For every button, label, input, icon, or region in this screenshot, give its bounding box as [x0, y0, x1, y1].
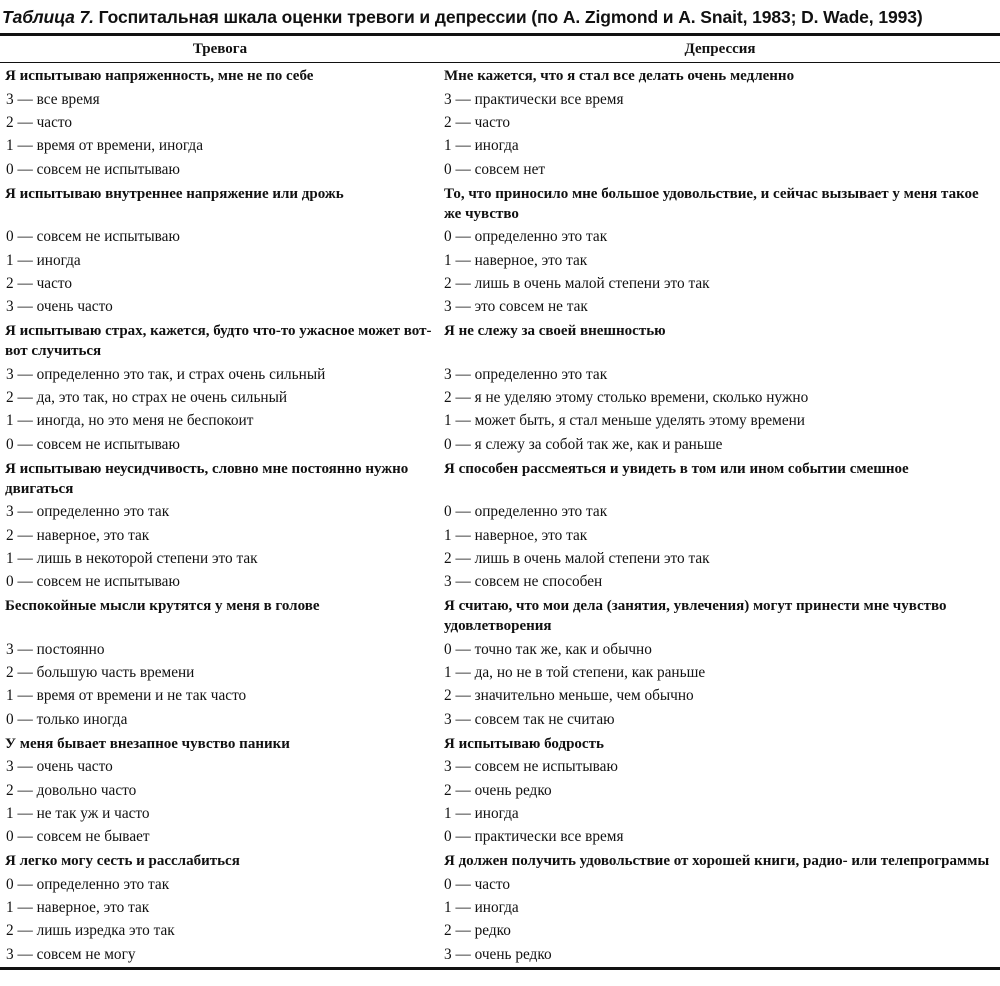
answer-row — [0, 524, 1000, 547]
anxiety-answer-option: 3 — все время — [6, 90, 100, 108]
depression-answer-option: 0 — практически все время — [444, 828, 624, 846]
answer-row — [0, 88, 1000, 111]
anxiety-answer-option: 0 — совсем не испытываю — [6, 573, 180, 591]
depression-answer-option: 2 — редко — [444, 922, 511, 940]
answer-row — [0, 249, 1000, 272]
column-header-anxiety: Тревога — [192, 41, 248, 57]
anxiety-answer-option: 1 — иногда — [6, 251, 81, 269]
answer-row — [0, 296, 1000, 319]
answer-row — [0, 756, 1000, 779]
answer-row — [0, 501, 1000, 524]
answer-row — [0, 920, 1000, 943]
depression-question: То, что приносило мне большое удовольствие, и сейчас вызывает у меня такое же чувство — [444, 185, 979, 222]
table-caption — [2, 4, 923, 30]
answer-row — [0, 272, 1000, 295]
depression-answer-option: 2 — значительно меньше, чем обычно — [444, 687, 694, 705]
question-row — [0, 457, 1000, 501]
depression-question: Я способен рассмеяться и увидеть в том или ином событии смешное — [444, 460, 909, 477]
depression-answer-option: 1 — иногда — [444, 137, 519, 155]
question-row — [0, 64, 1000, 88]
anxiety-answer-option: 1 — иногда, но это меня не беспокоит — [6, 412, 254, 430]
answer-row — [0, 363, 1000, 386]
anxiety-answer-option: 0 — совсем не бывает — [6, 828, 150, 846]
table-bottom-rule — [0, 967, 1000, 970]
answer-row — [0, 135, 1000, 158]
question-row — [0, 594, 1000, 638]
anxiety-question: Я испытываю страх, кажется, будто что-то ужасное может вот-вот случиться — [5, 323, 432, 359]
answer-row — [0, 638, 1000, 661]
table-body — [0, 64, 1000, 967]
depression-answer-option: 3 — совсем не испытываю — [444, 758, 618, 776]
anxiety-answer-option: 1 — время от времени и не так часто — [6, 687, 247, 705]
question-row — [0, 849, 1000, 873]
depression-question: Я считаю, что мои дела (занятия, увлечения) могут принести мне чувство удовлетворения — [444, 598, 947, 634]
anxiety-answer-option: 0 — совсем не испытываю — [6, 228, 180, 246]
answer-row — [0, 547, 1000, 570]
depression-answer-option: 2 — я не уделяю этому столько времени, сколько нужно — [444, 389, 809, 407]
anxiety-answer-option: 1 — лишь в некоторой степени это так — [6, 549, 258, 567]
depression-answer-option: 0 — я слежу за собой так же, как и раньше — [444, 435, 723, 453]
depression-question: Я испытываю бодрость — [444, 735, 604, 752]
anxiety-answer-option: 0 — совсем не испытываю — [6, 160, 180, 178]
depression-answer-option: 0 — совсем нет — [444, 160, 546, 178]
anxiety-answer-option: 0 — определенно это так — [6, 875, 170, 893]
answer-row — [0, 685, 1000, 708]
anxiety-answer-option: 2 — довольно часто — [6, 781, 137, 799]
anxiety-answer-option: 0 — только иногда — [6, 710, 128, 728]
anxiety-question: Беспокойные мысли крутятся у меня в голове — [5, 598, 320, 614]
anxiety-answer-option: 1 — наверное, это так — [6, 899, 150, 917]
depression-answer-option: 3 — совсем не способен — [444, 573, 603, 591]
table-caption-title: Госпитальная шкала оценки тревоги и депрессии (по A. Zigmond и A. Snait, 1983; D. Wade, 1993) — [93, 7, 923, 27]
depression-answer-option: 1 — иногда — [444, 899, 519, 917]
anxiety-answer-option: 0 — совсем не испытываю — [6, 435, 180, 453]
depression-question: Мне кажется, что я стал все делать очень медленно — [444, 68, 795, 84]
anxiety-question: Я испытываю напряженность, мне не по себе — [5, 68, 314, 84]
answer-row — [0, 779, 1000, 802]
answer-row — [0, 708, 1000, 731]
anxiety-answer-option: 3 — постоянно — [6, 640, 105, 658]
anxiety-question: Я легко могу сесть и расслабиться — [5, 853, 240, 869]
anxiety-answer-option: 1 — не так уж и часто — [6, 804, 150, 822]
answer-row — [0, 661, 1000, 684]
depression-answer-option: 3 — очень редко — [444, 945, 552, 963]
anxiety-question: Я испытываю внутреннее напряжение или дрожь — [5, 185, 344, 202]
depression-answer-option: 0 — определенно это так — [444, 228, 608, 246]
depression-answer-option: 2 — лишь в очень малой степени это так — [444, 549, 710, 567]
answer-row — [0, 158, 1000, 181]
depression-answer-option: 3 — совсем так не считаю — [444, 710, 615, 728]
answer-row — [0, 873, 1000, 896]
anxiety-answer-option: 2 — большую часть времени — [6, 664, 195, 682]
answer-row — [0, 571, 1000, 594]
anxiety-answer-option: 3 — очень часто — [6, 298, 113, 316]
answer-row — [0, 410, 1000, 433]
answer-row — [0, 802, 1000, 825]
anxiety-answer-option: 3 — очень часто — [6, 758, 113, 776]
depression-answer-option: 0 — определенно это так — [444, 503, 608, 521]
anxiety-question: У меня бывает внезапное чувство паники — [5, 735, 290, 752]
question-row — [0, 732, 1000, 756]
depression-answer-option: 0 — точно так же, как и обычно — [444, 640, 652, 658]
table-caption-label: Таблица 7. — [2, 7, 94, 27]
table-top-rule — [0, 33, 1000, 36]
anxiety-answer-option: 2 — часто — [6, 274, 72, 292]
depression-answer-option: 3 — это совсем не так — [444, 298, 588, 316]
anxiety-answer-option: 3 — совсем не могу — [6, 945, 136, 963]
depression-answer-option: 2 — лишь в очень малой степени это так — [444, 274, 710, 292]
answer-row — [0, 226, 1000, 249]
anxiety-question: Я испытываю неусидчивость, словно мне постоянно нужно двигаться — [5, 460, 409, 497]
question-row — [0, 319, 1000, 363]
column-header-depression: Депрессия — [684, 41, 756, 57]
question-row — [0, 182, 1000, 226]
table-header-rule — [0, 62, 1000, 63]
answer-row — [0, 896, 1000, 919]
anxiety-answer-option: 2 — лишь изредка это так — [6, 922, 175, 940]
depression-question: Я должен получить удовольствие от хорошей книги, радио- или телепрограммы — [444, 853, 990, 869]
depression-answer-option: 1 — иногда — [444, 804, 519, 822]
depression-answer-option: 1 — может быть, я стал меньше уделять этому времени — [444, 412, 805, 430]
answer-row — [0, 111, 1000, 134]
anxiety-answer-option: 2 — да, это так, но страх не очень сильный — [6, 389, 288, 407]
anxiety-answer-option: 2 — наверное, это так — [6, 526, 150, 544]
depression-answer-option: 3 — практически все время — [444, 90, 624, 108]
answer-row — [0, 386, 1000, 409]
answer-row — [0, 433, 1000, 456]
answer-row — [0, 943, 1000, 966]
depression-answer-option: 1 — наверное, это так — [444, 526, 588, 544]
anxiety-answer-option: 1 — время от времени, иногда — [6, 137, 204, 155]
depression-question: Я не слежу за своей внешностью — [444, 323, 666, 339]
anxiety-answer-option: 2 — часто — [6, 114, 72, 132]
answer-row — [0, 826, 1000, 849]
depression-answer-option: 0 — часто — [444, 875, 510, 893]
anxiety-answer-option: 3 — определенно это так, и страх очень сильный — [6, 365, 326, 383]
anxiety-answer-option: 3 — определенно это так — [6, 503, 170, 521]
depression-answer-option: 2 — часто — [444, 114, 510, 132]
depression-answer-option: 1 — да, но не в той степени, как раньше — [444, 664, 706, 682]
depression-answer-option: 1 — наверное, это так — [444, 251, 588, 269]
depression-answer-option: 2 — очень редко — [444, 781, 552, 799]
depression-answer-option: 3 — определенно это так — [444, 365, 608, 383]
